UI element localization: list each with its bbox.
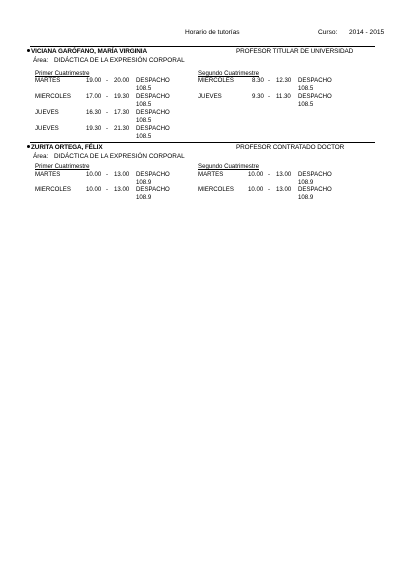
slot-day: MIERCOLES xyxy=(198,77,234,84)
course-label: Curso: xyxy=(318,29,338,36)
slot-room: 108.9 xyxy=(298,179,314,186)
slot-end: 20.00 xyxy=(114,77,130,84)
document-title: Horario de tutorías xyxy=(185,29,240,36)
slot-start: 16.30 xyxy=(86,109,102,116)
slot-place: DESPACHO xyxy=(136,109,170,116)
slot-place: DESPACHO xyxy=(298,186,332,193)
second-semester-heading: Segundo Cuatrimestre xyxy=(198,163,259,170)
slot-start: 10.00 xyxy=(86,186,102,193)
professor-name-text: ZURITA ORTEGA, FÉLIX xyxy=(31,144,103,151)
slot-room: 108.9 xyxy=(136,194,152,201)
slot-separator: - xyxy=(106,171,109,178)
slot-end: 11.30 xyxy=(276,93,291,100)
professor-position: PROFESOR CONTRATADO DOCTOR xyxy=(236,144,345,151)
slot-start: 10.00 xyxy=(248,186,264,193)
slot-room: 108.5 xyxy=(136,101,152,108)
slot-start: 9.30 xyxy=(252,93,264,100)
slot-day: MIERCOLES xyxy=(198,186,234,193)
slot-end: 19.30 xyxy=(114,93,130,100)
slot-place: DESPACHO xyxy=(136,186,170,193)
slot-separator: - xyxy=(268,93,271,100)
first-semester-heading: Primer Cuatrimestre xyxy=(35,163,90,170)
slot-separator: - xyxy=(106,93,109,100)
slot-start: 8.30 xyxy=(252,77,264,84)
slot-separator: - xyxy=(268,77,271,84)
slot-place: DESPACHO xyxy=(136,93,170,100)
bullet-icon xyxy=(27,145,30,148)
second-semester-heading: Segundo Cuatrimestre xyxy=(198,70,259,77)
slot-start: 10.00 xyxy=(248,171,264,178)
course-value: 2014 - 2015 xyxy=(349,29,385,36)
first-semester-heading: Primer Cuatrimestre xyxy=(35,70,90,77)
slot-day: JUEVES xyxy=(35,109,59,116)
slot-start: 19.00 xyxy=(86,77,102,84)
slot-place: DESPACHO xyxy=(298,93,332,100)
slot-room: 108.5 xyxy=(136,117,152,124)
slot-end: 13.00 xyxy=(114,186,130,193)
slot-day: MIERCOLES xyxy=(35,93,71,100)
slot-separator: - xyxy=(268,171,271,178)
slot-room: 108.5 xyxy=(136,133,152,140)
slot-room: 108.5 xyxy=(298,85,314,92)
professor-name-text: VICIANA GARÓFANO, MARÍA VIRGINIA xyxy=(31,48,147,55)
slot-day: MARTES xyxy=(35,77,61,84)
slot-end: 17.30 xyxy=(114,109,130,116)
slot-separator: - xyxy=(106,125,109,132)
slot-room: 108.9 xyxy=(298,194,314,201)
slot-room: 108.5 xyxy=(298,101,314,108)
slot-separator: - xyxy=(106,186,109,193)
slot-start: 17.00 xyxy=(86,93,102,100)
bullet-icon xyxy=(27,49,30,52)
area-label: Área: xyxy=(33,153,49,160)
area-label: Área: xyxy=(33,57,49,64)
professor-name xyxy=(27,48,147,55)
slot-separator: - xyxy=(106,109,109,116)
slot-room: 108.5 xyxy=(136,85,152,92)
area-value: DIDÁCTICA DE LA EXPRESIÓN CORPORAL xyxy=(54,57,185,64)
slot-day: JUEVES xyxy=(198,93,222,100)
slot-place: DESPACHO xyxy=(298,171,332,178)
slot-end: 13.00 xyxy=(114,171,130,178)
slot-day: MARTES xyxy=(198,171,224,178)
slot-separator: - xyxy=(106,77,109,84)
slot-place: DESPACHO xyxy=(136,77,170,84)
professor-position: PROFESOR TITULAR DE UNIVERSIDAD xyxy=(236,48,354,55)
slot-end: 13.00 xyxy=(276,171,292,178)
slot-end: 21.30 xyxy=(114,125,130,132)
area-value: DIDÁCTICA DE LA EXPRESIÓN CORPORAL xyxy=(54,153,185,160)
slot-end: 13.00 xyxy=(276,186,292,193)
section-divider xyxy=(30,142,375,143)
slot-place: DESPACHO xyxy=(298,77,332,84)
professor-name xyxy=(27,144,103,151)
slot-day: MIERCOLES xyxy=(35,186,71,193)
slot-end: 12.30 xyxy=(276,77,292,84)
slot-place: DESPACHO xyxy=(136,171,170,178)
slot-start: 10.00 xyxy=(86,171,102,178)
slot-start: 19.30 xyxy=(86,125,102,132)
section-divider xyxy=(30,46,375,47)
slot-room: 108.9 xyxy=(136,179,152,186)
slot-day: MARTES xyxy=(35,171,61,178)
slot-separator: - xyxy=(268,186,271,193)
slot-day: JUEVES xyxy=(35,125,59,132)
slot-place: DESPACHO xyxy=(136,125,170,132)
